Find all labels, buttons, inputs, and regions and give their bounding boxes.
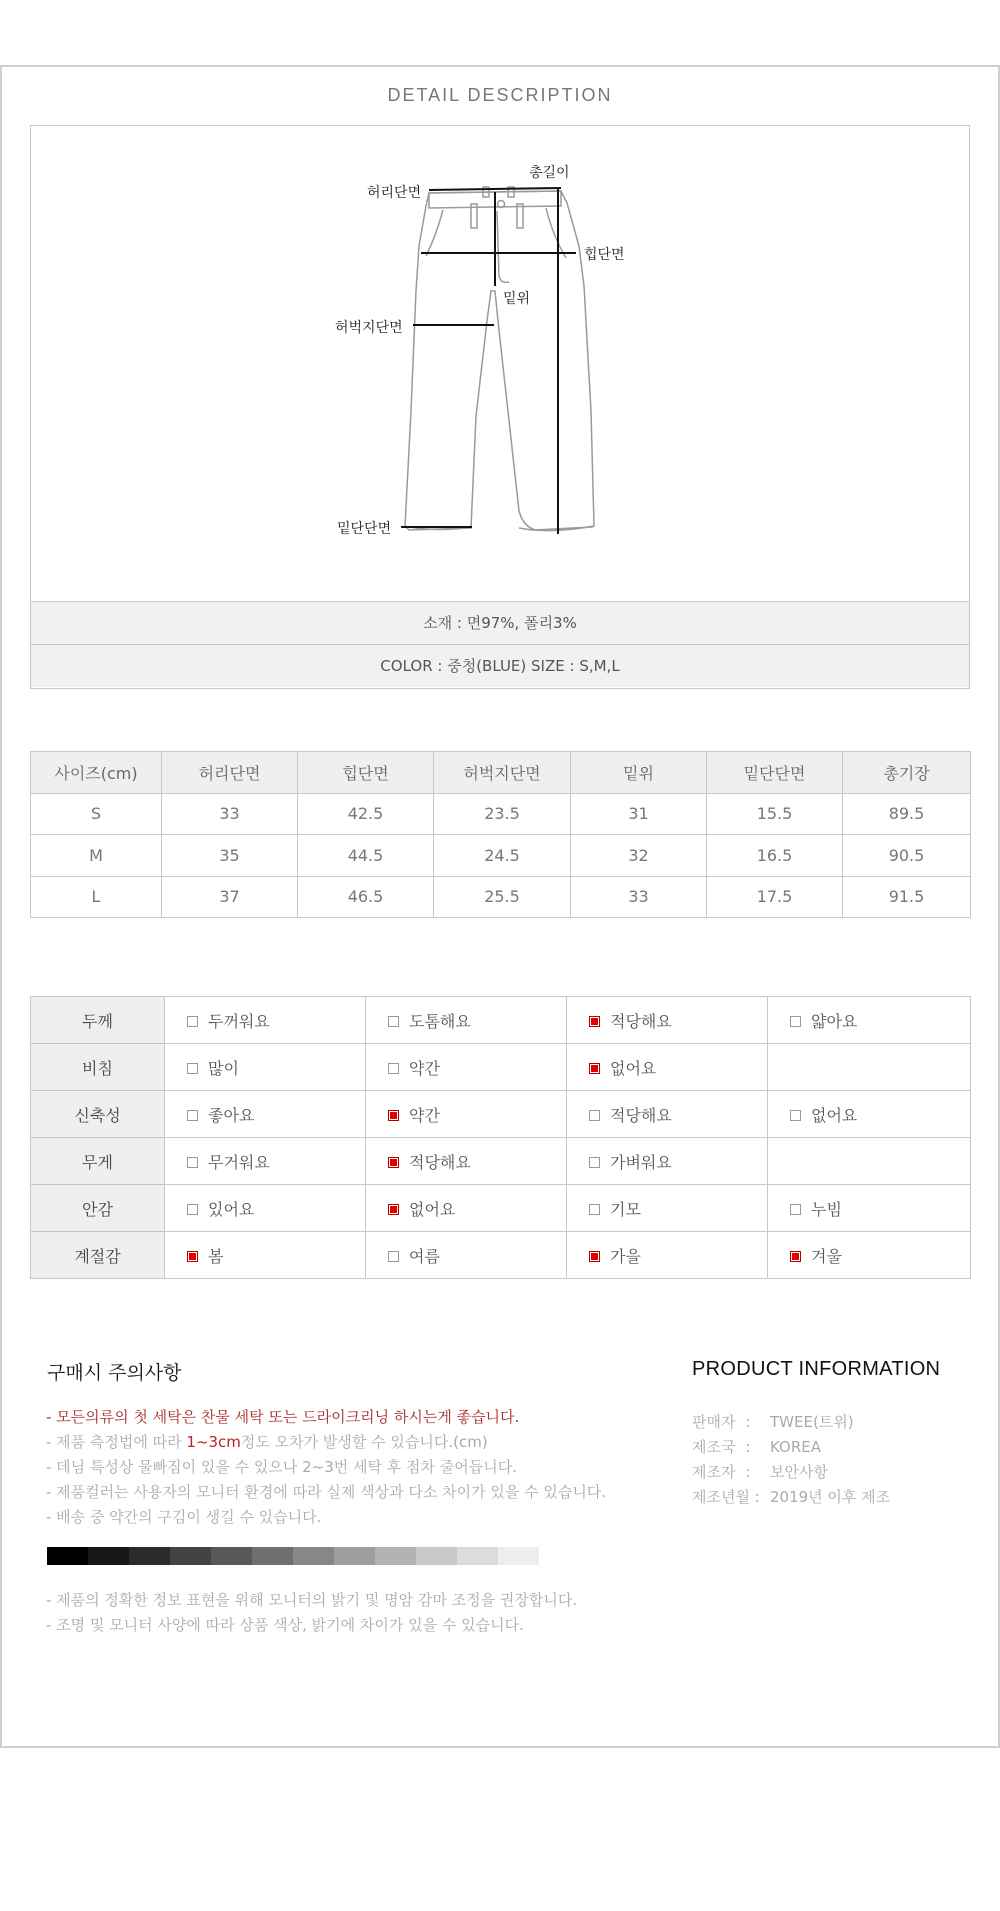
fit-option [366, 1138, 567, 1185]
gray-swatch [88, 1547, 129, 1565]
checkbox-checked-icon [388, 1110, 399, 1121]
product-info-title: PRODUCT INFORMATION [692, 1358, 941, 1380]
gray-swatch [457, 1547, 498, 1565]
notice-line: - 배송 중 약간의 구김이 생길 수 있습니다. [46, 1508, 322, 1526]
label-total-length: 총길이 [529, 165, 570, 181]
checkbox-checked-icon [589, 1063, 600, 1074]
fit-row-weight [31, 1138, 971, 1185]
header-cell: 밑위 [571, 752, 707, 794]
fit-option [366, 1232, 567, 1279]
checkbox-checked-icon [388, 1157, 399, 1168]
table-cell: 17.5 [707, 876, 843, 918]
fit-label: 두께 [31, 997, 165, 1044]
fit-row-lining [31, 1185, 971, 1232]
option-label: 겨울 [811, 1246, 842, 1266]
label-hem: 밑단단면 [337, 521, 392, 537]
table-cell: 91.5 [843, 876, 971, 918]
label-rise: 밑위 [503, 291, 531, 307]
info-key: 제조국 [692, 1438, 736, 1456]
fit-option [165, 1044, 366, 1091]
option-label: 누빔 [811, 1199, 842, 1219]
fit-option [768, 1185, 971, 1232]
checkbox-icon [388, 1016, 399, 1027]
checkbox-icon [388, 1251, 399, 1262]
option-label: 없어요 [811, 1105, 858, 1125]
fit-label: 무게 [31, 1138, 165, 1185]
header-cell: 밑단단면 [707, 752, 843, 794]
fit-option [768, 1232, 971, 1279]
gray-swatch [498, 1547, 539, 1565]
gray-swatch [416, 1547, 457, 1565]
info-separator: : [736, 1463, 751, 1481]
product-info-row [692, 1460, 890, 1485]
header-cell: 사이즈(cm) [31, 752, 162, 794]
checkbox-icon [187, 1204, 198, 1215]
option-label: 많이 [208, 1058, 239, 1078]
checkbox-checked-icon [589, 1251, 600, 1262]
fit-option [165, 1091, 366, 1138]
label-hip: 힙단면 [584, 247, 625, 263]
option-label: 좋아요 [208, 1105, 255, 1125]
product-info-row [692, 1435, 890, 1460]
info-value: 2019년 이후 제조 [770, 1488, 891, 1506]
diagram-box [30, 125, 970, 689]
fit-table [30, 996, 971, 1279]
fit-option [366, 1091, 567, 1138]
notice-list [46, 1405, 606, 1530]
table-cell: 25.5 [434, 876, 571, 918]
table-cell: L [31, 876, 162, 918]
table-cell: 90.5 [843, 835, 971, 877]
table-cell: 44.5 [298, 835, 434, 877]
option-label: 가을 [610, 1246, 641, 1266]
color-size-row: COLOR : 중청(BLUE) SIZE : S,M,L [31, 644, 969, 687]
gray-swatch [211, 1547, 252, 1565]
fit-option [366, 997, 567, 1044]
table-cell: 31 [571, 793, 707, 835]
fit-option [165, 1138, 366, 1185]
table-cell: 33 [162, 793, 298, 835]
table-cell: 35 [162, 835, 298, 877]
table-cell: 89.5 [843, 793, 971, 835]
checkbox-checked-icon [388, 1204, 399, 1215]
table-cell: 23.5 [434, 793, 571, 835]
fit-label: 신축성 [31, 1091, 165, 1138]
table-row [31, 835, 971, 877]
fit-row-sheerness [31, 1044, 971, 1091]
checkbox-checked-icon [187, 1251, 198, 1262]
checkbox-icon [790, 1110, 801, 1121]
notice-line [46, 1430, 606, 1455]
checkbox-checked-icon [589, 1016, 600, 1027]
checkbox-icon [790, 1016, 801, 1027]
product-info-row [692, 1410, 890, 1435]
size-table-header [31, 752, 971, 794]
checkbox-icon [388, 1063, 399, 1074]
fit-option-empty [768, 1138, 971, 1185]
notice-line: - 제품컬러는 사용자의 모니터 환경에 따라 실제 색상과 다소 차이가 있을 수 있습니다. [46, 1483, 607, 1501]
option-label: 적당해요 [610, 1105, 672, 1125]
fit-option [567, 1232, 768, 1279]
option-label: 봄 [208, 1246, 224, 1266]
info-value: KOREA [770, 1438, 821, 1456]
fit-option [366, 1185, 567, 1232]
table-cell: 15.5 [707, 793, 843, 835]
option-label: 적당해요 [409, 1152, 471, 1172]
option-label: 무거워요 [208, 1152, 270, 1172]
table-cell: M [31, 835, 162, 877]
info-key: 제조년월 : [692, 1488, 760, 1506]
fit-option [567, 1091, 768, 1138]
fit-option [567, 1138, 768, 1185]
gray-swatch [375, 1547, 416, 1565]
fit-option [567, 1185, 768, 1232]
option-label: 적당해요 [610, 1011, 672, 1031]
fit-option [567, 997, 768, 1044]
fit-option [366, 1044, 567, 1091]
option-label: 여름 [409, 1246, 440, 1266]
fit-row-season [31, 1232, 971, 1279]
fit-option [768, 1091, 971, 1138]
info-key: 판매자 [692, 1413, 736, 1431]
header-cell: 총기장 [843, 752, 971, 794]
header-cell: 허벅지단면 [434, 752, 571, 794]
pants-diagram [31, 126, 969, 601]
fit-option [567, 1044, 768, 1091]
notice-text: - 제품 측정법에 따라 [46, 1433, 187, 1451]
notice-line: - 제품의 정확한 정보 표현을 위해 모니터의 밝기 및 명암 감마 조정을 권장합니다. [46, 1591, 578, 1609]
info-key: 제조자 [692, 1463, 736, 1481]
option-label: 기모 [610, 1199, 641, 1219]
table-cell: 16.5 [707, 835, 843, 877]
gray-swatch [47, 1547, 88, 1565]
info-separator: : [736, 1413, 751, 1431]
detail-title: DETAIL DESCRIPTION [387, 85, 613, 105]
table-cell: 46.5 [298, 876, 434, 918]
table-cell: S [31, 793, 162, 835]
option-label: 가벼워요 [610, 1152, 672, 1172]
notice-title: 구매시 주의사항 [47, 1362, 182, 1384]
fit-row-stretch [31, 1091, 971, 1138]
option-label: 두꺼워요 [208, 1011, 270, 1031]
gray-swatch [129, 1547, 170, 1565]
option-label: 없어요 [610, 1058, 657, 1078]
table-cell: 33 [571, 876, 707, 918]
fit-option [768, 997, 971, 1044]
option-label: 있어요 [208, 1199, 255, 1219]
checkbox-icon [589, 1110, 600, 1121]
fit-option [165, 997, 366, 1044]
label-waist: 허리단면 [367, 185, 422, 201]
info-value: 보안사항 [770, 1463, 828, 1481]
checkbox-checked-icon [790, 1251, 801, 1262]
checkbox-icon [790, 1204, 801, 1215]
fit-row-thickness [31, 997, 971, 1044]
label-thigh: 허벅지단면 [335, 320, 403, 336]
notice-line: - 모든의류의 첫 세탁은 찬물 세탁 또는 드라이크리닝 하시는게 좋습니다. [46, 1408, 520, 1426]
checkbox-icon [187, 1157, 198, 1168]
checkbox-icon [187, 1016, 198, 1027]
checkbox-icon [187, 1110, 198, 1121]
notice-line: - 데님 특성상 물빠짐이 있을 수 있으나 2~3번 세탁 후 점차 줄어듭니다. [46, 1458, 518, 1476]
notice-highlight: 1~3cm [186, 1433, 241, 1451]
fit-label: 비침 [31, 1044, 165, 1091]
checkbox-icon [589, 1157, 600, 1168]
fit-option-empty [768, 1044, 971, 1091]
option-label: 약간 [409, 1105, 440, 1125]
option-label: 없어요 [409, 1199, 456, 1219]
fit-option [165, 1185, 366, 1232]
option-label: 도톰해요 [409, 1011, 471, 1031]
table-row [31, 793, 971, 835]
notice-text: 정도 오차가 발생할 수 있습니다.(cm) [240, 1433, 488, 1451]
checkbox-icon [589, 1204, 600, 1215]
fit-label: 계절감 [31, 1232, 165, 1279]
table-cell: 42.5 [298, 793, 434, 835]
waist-line [429, 188, 561, 190]
notice-line: - 조명 및 모니터 사양에 따라 상품 색상, 밝기에 차이가 있을 수 있습니다. [46, 1616, 524, 1634]
fit-option [165, 1232, 366, 1279]
info-value: TWEE(트위) [770, 1413, 854, 1431]
table-row [31, 876, 971, 918]
option-label: 얇아요 [811, 1011, 858, 1031]
option-label: 약간 [409, 1058, 440, 1078]
gray-scale-bar [47, 1547, 539, 1565]
table-cell: 37 [162, 876, 298, 918]
header-cell: 허리단면 [162, 752, 298, 794]
product-info-list [692, 1410, 890, 1510]
checkbox-icon [187, 1063, 198, 1074]
material-row: 소재 : 면97%, 폴리3% [31, 601, 969, 644]
product-info-row [692, 1485, 890, 1510]
gray-swatch [170, 1547, 211, 1565]
gray-swatch [334, 1547, 375, 1565]
fit-label: 안감 [31, 1185, 165, 1232]
table-cell: 24.5 [434, 835, 571, 877]
gray-swatch [252, 1547, 293, 1565]
info-separator: : [736, 1438, 751, 1456]
monitor-notice [46, 1588, 577, 1638]
table-cell: 32 [571, 835, 707, 877]
header-cell: 힙단면 [298, 752, 434, 794]
size-table [30, 751, 971, 918]
gray-swatch [293, 1547, 334, 1565]
